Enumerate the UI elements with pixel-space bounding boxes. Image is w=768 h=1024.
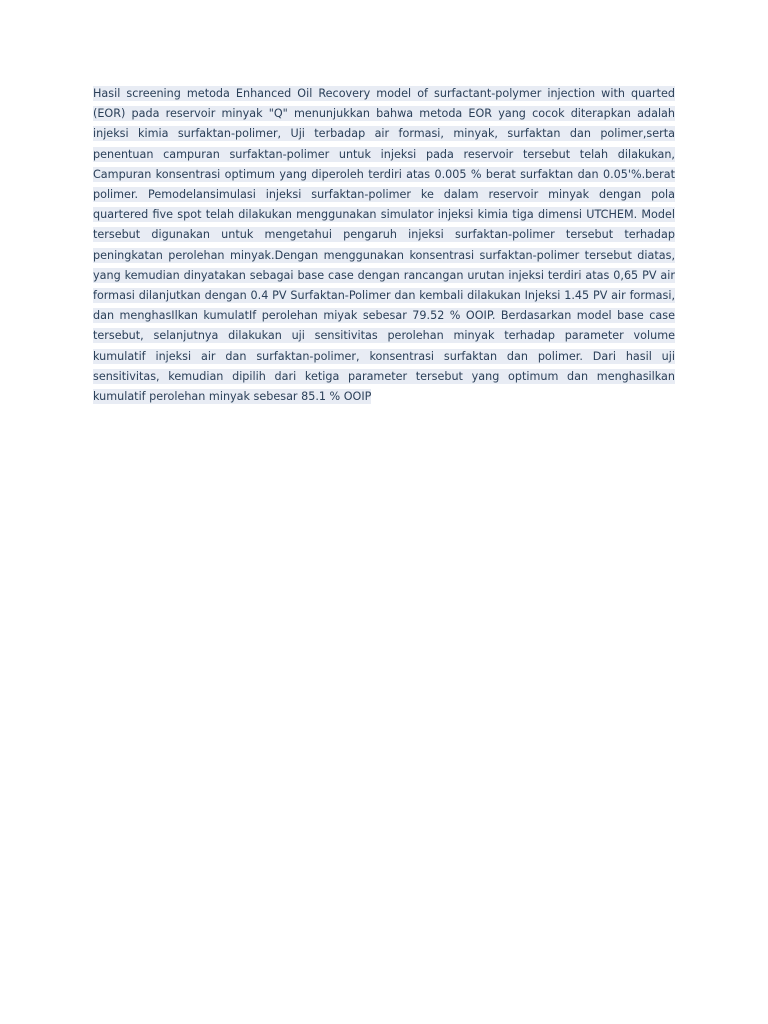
abstract-text: Hasil screening metoda Enhanced Oil Recovery model of surfactant-polymer injection with quarted (EOR) pada reservoir minyak "Q" menunjukkan bahwa metoda EOR yang cocok diterapkan adalah injeksi kimia surfaktan-polimer, Uji terbadap air formasi, minyak, surfaktan dan polimer,serta penentuan campuran surfaktan-polimer untuk injeksi pada reservoir tersebut telah dilakukan, Campuran konsentrasi optimum yang diperoleh terdiri atas 0.005 % berat surfaktan dan 0.05'%.berat polimer. Pemodelansimulasi injeksi surfaktan-polimer ke dalam reservoir minyak dengan pola quartered five spot telah dilakukan menggunakan simulator injeksi kimia tiga dimensi UTCHEM. Model tersebut digunakan untuk mengetahui pengaruh injeksi surfaktan-polimer tersebut terhadap peningkatan perolehan minyak.Dengan menggunakan konsentrasi surfaktan-polimer tersebut diatas, yang kemudian dinyatakan sebagai base case dengan rancangan urutan injeksi terdiri atas 0,65 PV air formasi dilanjutkan dengan 0.4 PV Surfaktan-Polimer dan kembali dilakukan Injeksi 1.45 PV air formasi, dan menghasIlkan kumulatIf perolehan miyak sebesar 79.52 % OOIP. Berdasarkan model base case tersebut, selanjutnya dilakukan uji sensitivitas perolehan minyak terhadap parameter volume kumulatif injeksi air dan surfaktan-polimer, konsentrasi surfaktan dan polimer. Dari hasil uji sensitivitas, kemudian dipilih dari ketiga parameter tersebut yang optimum dan menghasilkan kumulatif perolehan minyak sebesar 85.1 % OOIP — [93, 87, 675, 404]
abstract-paragraph — [93, 84, 675, 407]
